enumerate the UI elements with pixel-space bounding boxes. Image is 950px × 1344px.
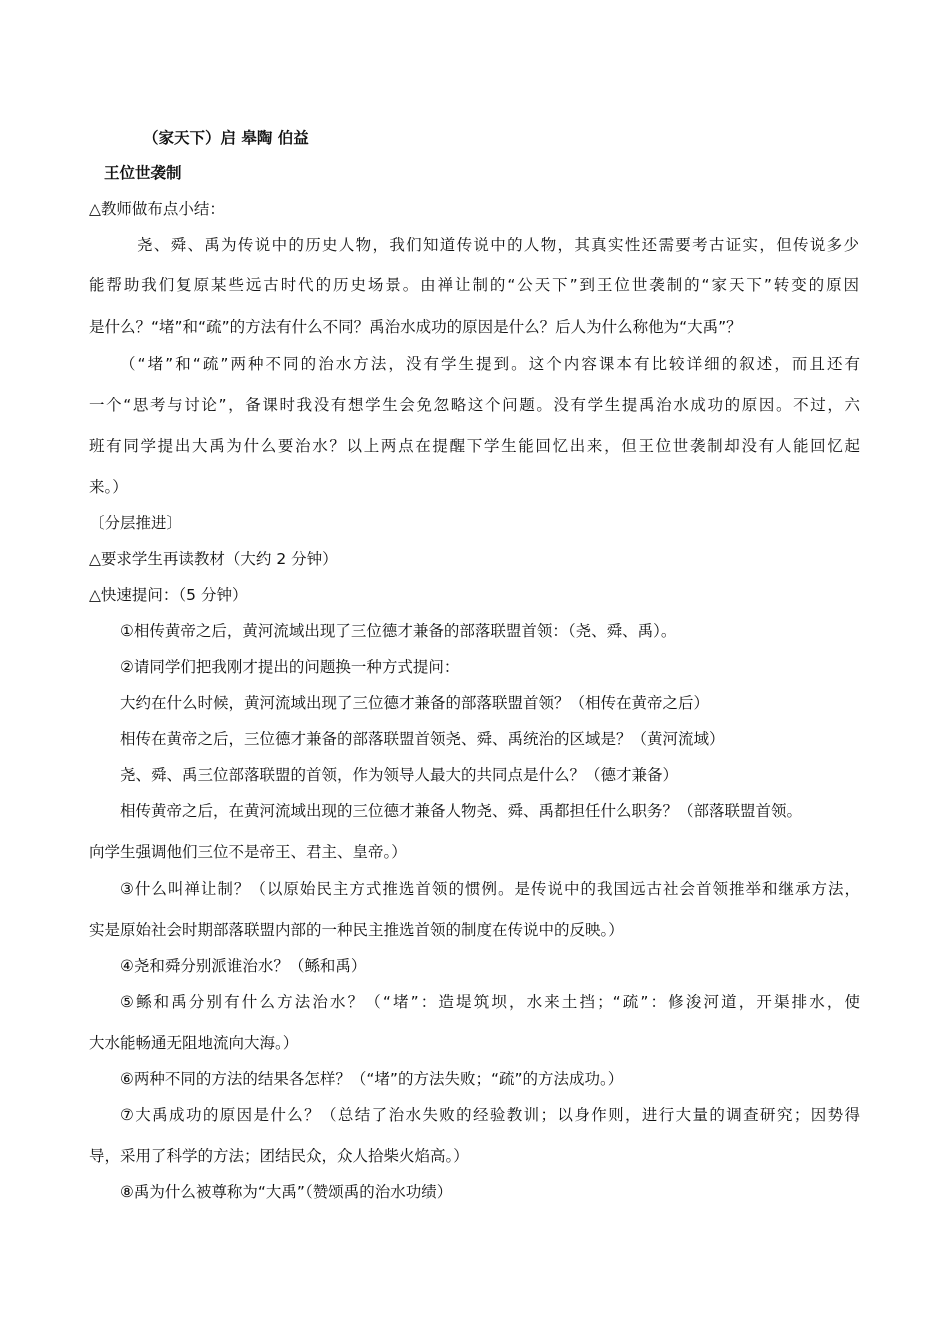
summary-note-line: 一个“思考与讨论”，备课时我没有想学生会免忽略这个问题。没有学生提禹治水成功的原因。不过，六 [89, 396, 860, 414]
heading-jiatianxia: （家天下）启 皋陶 伯益 [143, 129, 309, 147]
question-item: ⑤鲧和禹分别有什么方法治水？（“堵”：造堤筑坝，水来土挡；“疏”：修浚河道，开渠排水，使 [120, 993, 860, 1011]
quick-question-label: △快速提问：（5 分钟） [89, 586, 248, 604]
summary-note-line: 来。） [89, 478, 128, 496]
question-item: 导，采用了科学的方法；团结民众，众人拾柴火焰高。） [89, 1147, 469, 1165]
question-item: 实是原始社会时期部落联盟内部的一种民主推选首领的制度在传说中的反映。） [89, 921, 624, 939]
question-item: 向学生强调他们三位不是帝王、君主、皇帝。） [89, 843, 407, 861]
question-item: ⑦大禹成功的原因是什么？（总结了治水失败的经验教训；以身作则，进行大量的调查研究；因势得 [120, 1106, 860, 1124]
reread-instruction: △要求学生再读教材（大约 2 分钟） [89, 550, 338, 568]
question-item: 相传黄帝之后，在黄河流域出现的三位德才兼备人物尧、舜、禹都担任什么职务？（部落联盟首领。 [120, 802, 803, 820]
layered-section-label: 〔分层推进〕 [89, 514, 183, 532]
question-item: ⑧禹为什么被尊称为“大禹”（赞颂禹的治水功绩） [120, 1183, 453, 1201]
question-item: ①相传黄帝之后，黄河流域出现了三位德才兼备的部落联盟首领：（尧、舜、禹）。 [120, 622, 677, 640]
summary-note-line: 班有同学提出大禹为什么要治水？以上两点在提醒下学生能回忆出来，但王位世袭制却没有人能回忆起 [89, 437, 860, 455]
summary-label: △教师做布点小结： [89, 200, 225, 218]
question-item: ②请同学们把我刚才提出的问题换一种方式提问： [120, 658, 460, 676]
question-item: 尧、舜、禹三位部落联盟的首领，作为领导人最大的共同点是什么？（德才兼备） [120, 766, 679, 784]
heading-wangwei-shixi: 王位世袭制 [104, 164, 182, 182]
summary-paragraph-line: 尧、舜、禹为传说中的历史人物，我们知道传说中的人物，其真实性还需要考古证实，但传说多少 [137, 236, 859, 254]
question-item: ④尧和舜分别派谁治水？（鲧和禹） [120, 957, 367, 975]
question-item: 相传在黄帝之后，三位德才兼备的部落联盟首领尧、舜、禹统治的区域是？（黄河流域） [120, 730, 725, 748]
question-item: 大约在什么时候，黄河流域出现了三位德才兼备的部落联盟首领？（相传在黄帝之后） [120, 694, 710, 712]
summary-paragraph-line: 是什么？“堵”和“疏”的方法有什么不同？禹治水成功的原因是什么？后人为什么称他为“大禹”？ [89, 318, 742, 336]
summary-paragraph-line: 能帮助我们复原某些远古时代的历史场景。由禅让制的“公天下”到王位世袭制的“家天下”转变的原因 [89, 276, 859, 294]
question-item: ⑥两种不同的方法的结果各怎样？（“堵”的方法失败；“疏”的方法成功。） [120, 1070, 624, 1088]
question-item: ③什么叫禅让制？（以原始民主方式推选首领的惯例。是传说中的我国远古社会首领推举和继承方法， [120, 880, 860, 898]
summary-note-line: （“堵”和“疏”两种不同的治水方法，没有学生提到。这个内容课本有比较详细的叙述，而且还有 [120, 355, 860, 373]
question-item: 大水能畅通无阻地流向大海。） [89, 1034, 299, 1052]
